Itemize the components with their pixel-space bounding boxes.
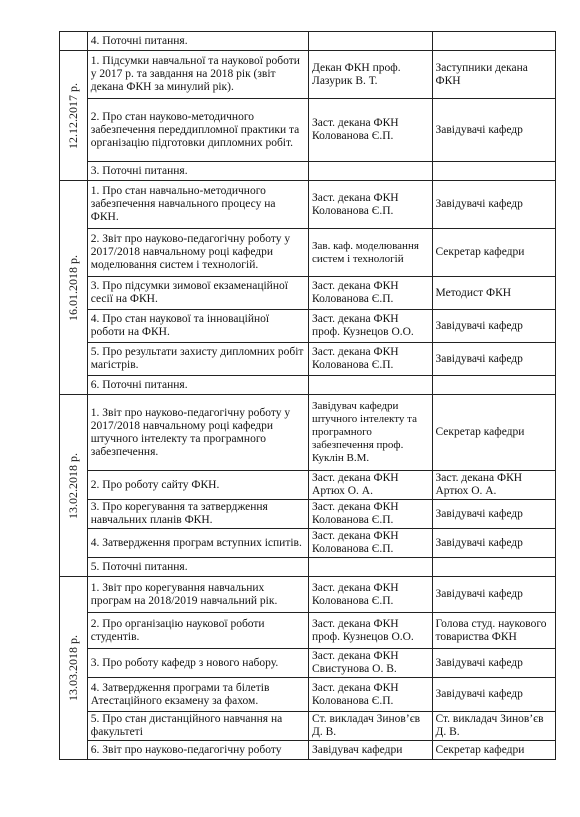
- agenda-item: 2. Звіт про науково-педагогічну роботу у 2017/2018 навчальному році кафедри моделювання систем і технологій.: [87, 229, 308, 277]
- agenda-item: 6. Поточні питання.: [87, 376, 308, 395]
- table-row: [60, 678, 556, 712]
- agenda-item: 1. Підсумки навчальної та наукової роботи у 2017 р. та завдання на 2018 рік (звіт декана ФКН за минулий рік).: [87, 51, 308, 99]
- agenda-item: 5. Поточні питання.: [87, 558, 308, 577]
- table-row: [60, 181, 556, 229]
- executor-cell: Секретар кафедри: [432, 395, 556, 471]
- table-row: [60, 32, 556, 51]
- responsible-cell: Заст. декана ФКН Колованова Є.П.: [309, 99, 432, 162]
- table-row: [60, 277, 556, 310]
- table-row: [60, 229, 556, 277]
- agenda-item: 1. Про стан навчально-методичного забезпечення навчального процесу на ФКН.: [87, 181, 308, 229]
- responsible-cell: [309, 558, 432, 577]
- agenda-item: 2. Про стан науково-методичного забезпечення переддипломної практики та організацію підготовки дипломних робіт.: [87, 99, 308, 162]
- agenda-item: 4. Про стан наукової та інноваційної роботи на ФКН.: [87, 310, 308, 343]
- agenda-item: 4. Затвердження програми та білетів Атестаційного екзамену за фахом.: [87, 678, 308, 712]
- executor-cell: Методист ФКН: [432, 277, 556, 310]
- responsible-cell: Заст. декана ФКН Свистунова О. В.: [309, 649, 432, 678]
- responsible-cell: Заст. декана ФКН проф. Кузнецов О.О.: [309, 613, 432, 649]
- table-row: [60, 395, 556, 471]
- executor-cell: Завідувачі кафедр: [432, 500, 556, 529]
- agenda-item: 1. Звіт про науково-педагогічну роботу у 2017/2018 навчальному році кафедри штучного інтелекту та програмного забезпечення.: [87, 395, 308, 471]
- responsible-cell: Заст. декана ФКН Колованова Є.П.: [309, 277, 432, 310]
- agenda-item: 5. Про результати захисту дипломних робіт магістрів.: [87, 343, 308, 376]
- agenda-item: 1. Звіт про корегування навчальних програм на 2018/2019 навчальний рік.: [87, 577, 308, 613]
- executor-cell: Секретар кафедри: [432, 741, 556, 760]
- executor-cell: [432, 376, 556, 395]
- responsible-cell: [309, 376, 432, 395]
- agenda-item: 3. Поточні питання.: [87, 162, 308, 181]
- agenda-item: 3. Про підсумки зимової екзаменаційної сесії на ФКН.: [87, 277, 308, 310]
- responsible-cell: Заст. декана ФКН Колованова Є.П.: [309, 678, 432, 712]
- date-cell: 13.03.2018 р.: [60, 577, 88, 760]
- responsible-cell: Заст. декана ФКН Колованова Є.П.: [309, 529, 432, 558]
- responsible-cell: Заст. декана ФКН проф. Кузнецов О.О.: [309, 310, 432, 343]
- responsible-cell: Заст. декана ФКН Колованова Є.П.: [309, 500, 432, 529]
- table-row: [60, 162, 556, 181]
- responsible-cell: [309, 32, 432, 51]
- executor-cell: Завідувачі кафедр: [432, 649, 556, 678]
- executor-cell: [432, 162, 556, 181]
- responsible-cell: Зав. каф. моделювання систем і технологій: [309, 229, 432, 277]
- table-row: [60, 741, 556, 760]
- table-row: [60, 613, 556, 649]
- agenda-item: 5. Про стан дистанційного навчання на факультеті: [87, 712, 308, 741]
- table-row: [60, 500, 556, 529]
- agenda-item: 4. Затвердження програм вступних іспитів.: [87, 529, 308, 558]
- table-row: [60, 99, 556, 162]
- responsible-cell: Завідувач кафедри штучного інтелекту та програмного забезпечення проф. Куклін В.М.: [309, 395, 432, 471]
- responsible-cell: Завідувач кафедри: [309, 741, 432, 760]
- date-cell: [60, 32, 88, 51]
- responsible-cell: Заст. декана ФКН Колованова Є.П.: [309, 343, 432, 376]
- executor-cell: Завідувачі кафедр: [432, 343, 556, 376]
- table-row: [60, 577, 556, 613]
- table-row: [60, 51, 556, 99]
- table-row: [60, 649, 556, 678]
- executor-cell: Заступники декана ФКН: [432, 51, 556, 99]
- agenda-item: 3. Про роботу кафедр з нового набору.: [87, 649, 308, 678]
- responsible-cell: Декан ФКН проф. Лазурик В. Т.: [309, 51, 432, 99]
- executor-cell: Завідувачі кафедр: [432, 181, 556, 229]
- date-cell: 13.02.2018 р.: [60, 395, 88, 577]
- executor-cell: Заст. декана ФКН Артюх О. А.: [432, 471, 556, 500]
- executor-cell: [432, 558, 556, 577]
- executor-cell: Завідувачі кафедр: [432, 577, 556, 613]
- executor-cell: Секретар кафедри: [432, 229, 556, 277]
- table-row: [60, 376, 556, 395]
- agenda-item: 2. Про організацію наукової роботи студентів.: [87, 613, 308, 649]
- responsible-cell: [309, 162, 432, 181]
- table-row: [60, 712, 556, 741]
- agenda-item: 6. Звіт про науково-педагогічну роботу: [87, 741, 308, 760]
- executor-cell: Голова студ. наукового товариства ФКН: [432, 613, 556, 649]
- executor-cell: [432, 32, 556, 51]
- executor-cell: Завідувачі кафедр: [432, 310, 556, 343]
- executor-cell: Завідувачі кафедр: [432, 678, 556, 712]
- table-row: [60, 310, 556, 343]
- date-cell: 12.12.2017 р.: [60, 51, 88, 181]
- executor-cell: Завідувачі кафедр: [432, 99, 556, 162]
- responsible-cell: Заст. декана ФКН Колованова Є.П.: [309, 181, 432, 229]
- agenda-item: 2. Про роботу сайту ФКН.: [87, 471, 308, 500]
- table-row: [60, 529, 556, 558]
- executor-cell: Завідувачі кафедр: [432, 529, 556, 558]
- agenda-item: 4. Поточні питання.: [87, 32, 308, 51]
- table-row: [60, 558, 556, 577]
- responsible-cell: Заст. декана ФКН Колованова Є.П.: [309, 577, 432, 613]
- executor-cell: Ст. викладач Зинов’єв Д. В.: [432, 712, 556, 741]
- responsible-cell: Ст. викладач Зинов’єв Д. В.: [309, 712, 432, 741]
- agenda-table: [59, 31, 556, 760]
- responsible-cell: Заст. декана ФКН Артюх О. А.: [309, 471, 432, 500]
- date-cell: 16.01.2018 р.: [60, 181, 88, 395]
- table-row: [60, 343, 556, 376]
- table-row: [60, 471, 556, 500]
- agenda-item: 3. Про корегування та затвердження навчальних планів ФКН.: [87, 500, 308, 529]
